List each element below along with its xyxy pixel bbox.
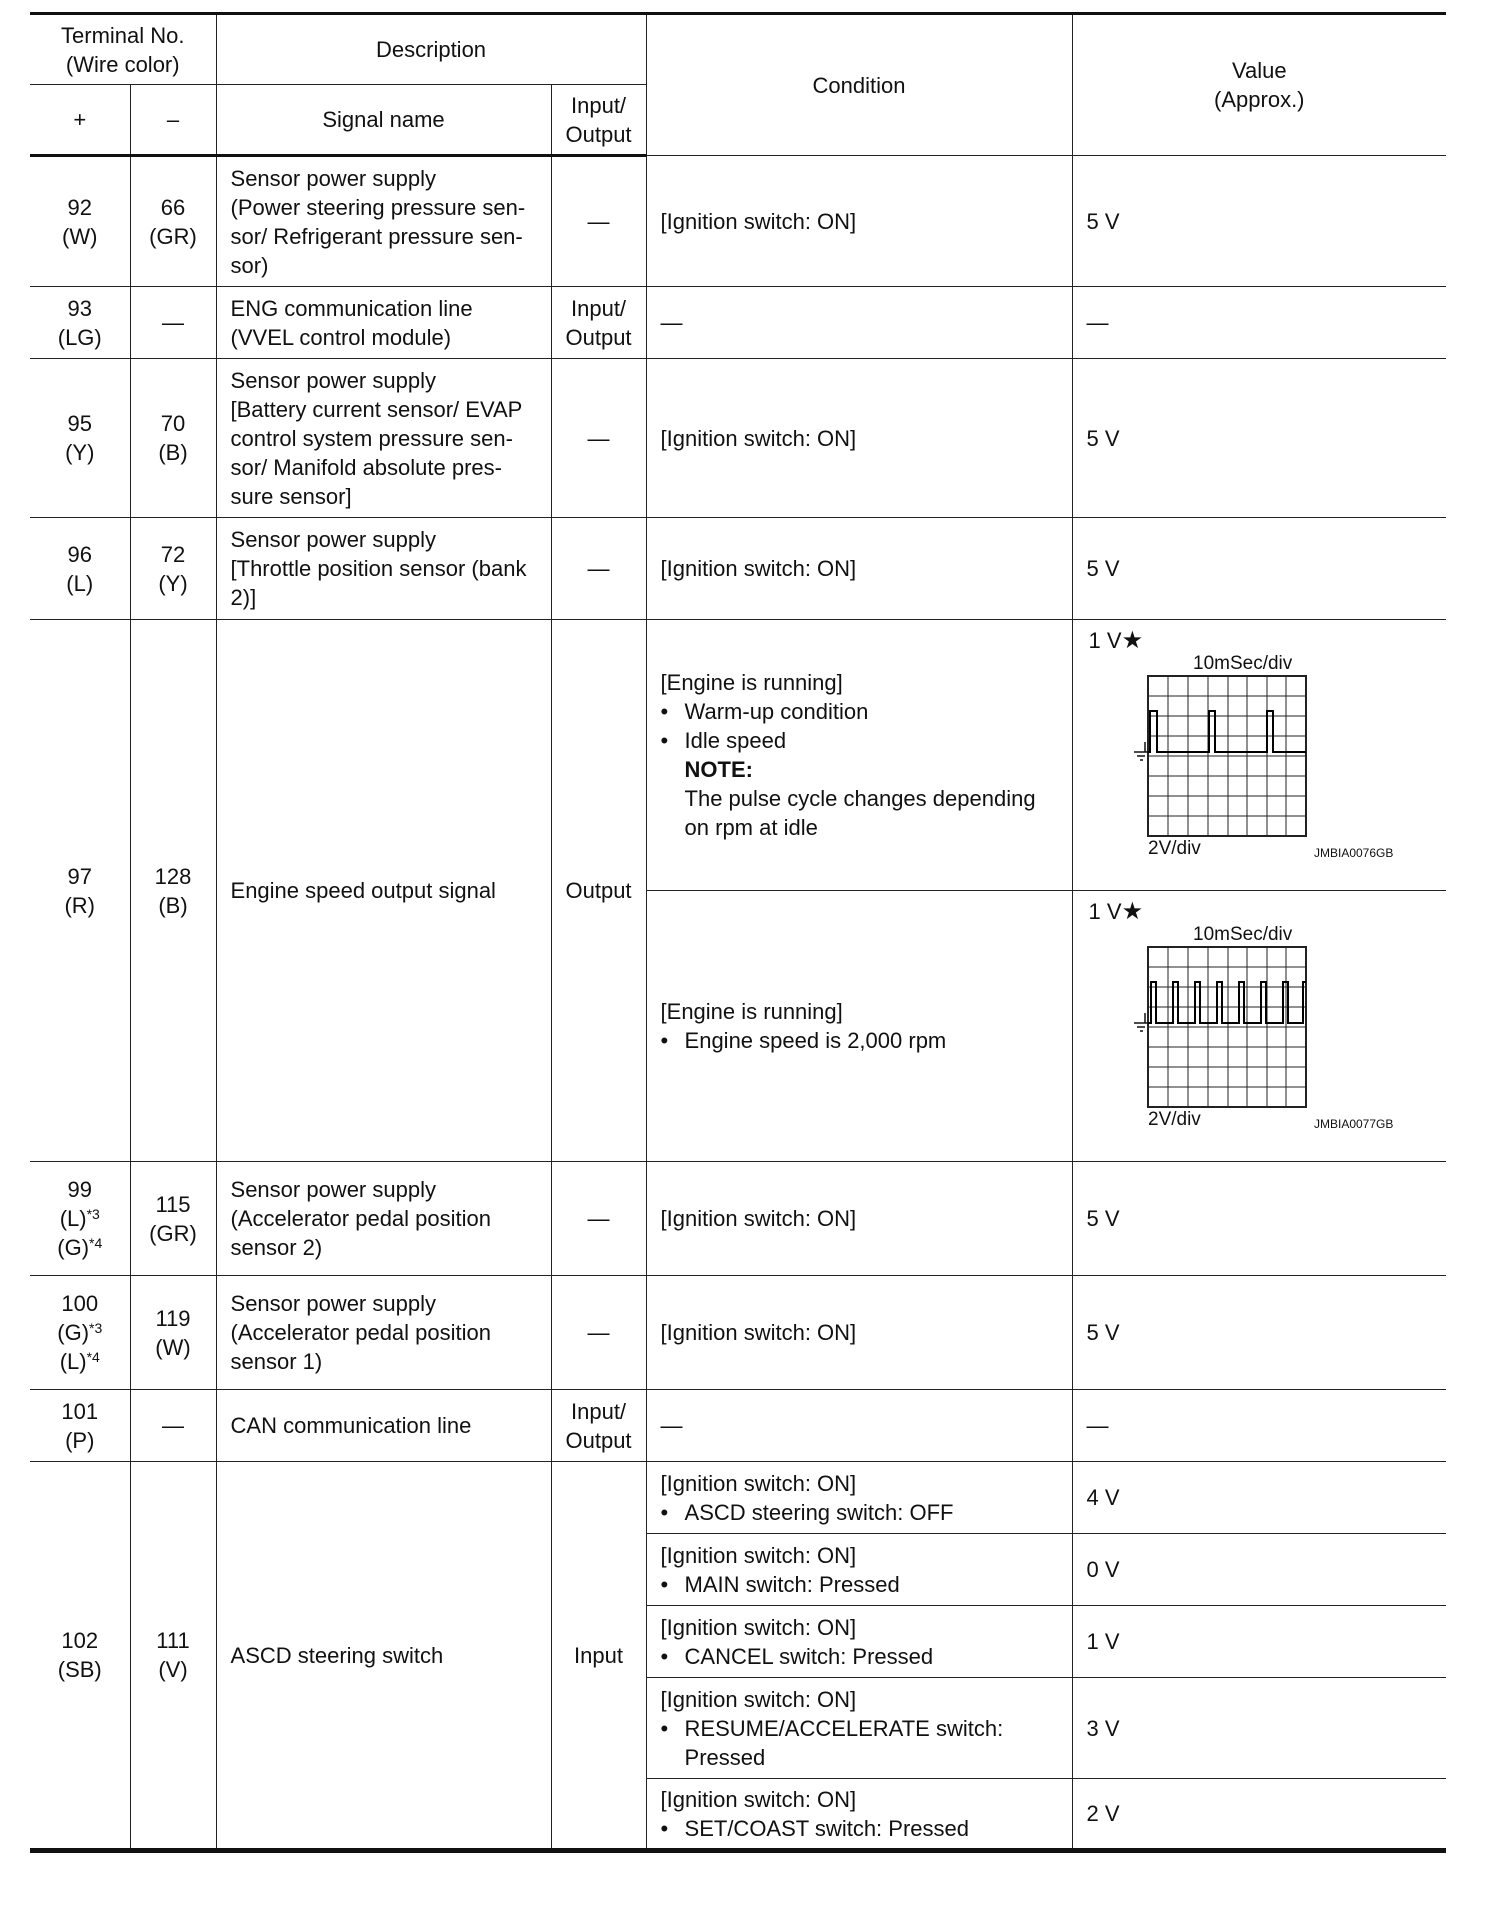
terminal-spec-table	[30, 12, 1446, 1853]
signal-name: Sensor power supply (Power steering pressure sen- sor/ Refrigerant pressure sen- sor)	[216, 156, 551, 287]
timebase-label: 10mSec/div	[1192, 654, 1292, 674]
terminal-plus: 96 (L)	[30, 518, 130, 620]
terminal-plus: 97 (R)	[30, 620, 130, 1162]
oscilloscope-waveform-idle	[1087, 654, 1397, 866]
value: 0 V	[1072, 1534, 1446, 1606]
condition: [Ignition switch: ON]	[646, 359, 1072, 518]
value: 5 V	[1072, 518, 1446, 620]
table-row	[30, 1162, 1446, 1276]
waveform-voltage: 1 V★	[1088, 627, 1144, 654]
input-output: Input	[551, 1462, 646, 1851]
header-value: Value (Approx.)	[1072, 14, 1446, 156]
condition: [Engine is running] • Engine speed is 2,000 rpm	[646, 891, 1072, 1162]
value: 3 V	[1072, 1678, 1446, 1779]
volt-div-label: 2V/div	[1147, 838, 1201, 859]
terminal-plus: 101 (P)	[30, 1390, 130, 1462]
input-output: —	[551, 1276, 646, 1390]
value: —	[1072, 287, 1446, 359]
oscilloscope-waveform-2000rpm	[1087, 925, 1397, 1137]
signal-name: ENG communication line (VVEL control module)	[216, 287, 551, 359]
figure-code: JMBIA0076GB	[1313, 846, 1393, 860]
signal-name: Sensor power supply (Accelerator pedal position sensor 1)	[216, 1276, 551, 1390]
table-row	[30, 1390, 1446, 1462]
input-output: Input/ Output	[551, 1390, 646, 1462]
ground-icon	[1134, 742, 1148, 760]
pulse-trace	[1148, 982, 1306, 1023]
signal-name: Sensor power supply [Battery current sensor/ EVAP control system pressure sen- sor/ Manifold absolute pres- sure sensor]	[216, 359, 551, 518]
terminal-plus: 102 (SB)	[30, 1462, 130, 1851]
terminal-minus: 66 (GR)	[130, 156, 216, 287]
star-icon: ★	[1121, 627, 1144, 654]
header-terminal: Terminal No. (Wire color)	[30, 14, 216, 85]
table-row	[30, 359, 1446, 518]
value: 5 V	[1072, 1162, 1446, 1276]
terminal-minus: 111 (V)	[130, 1462, 216, 1851]
terminal-plus: 100 $(G)^{*3}$ $(L)^{*4}$	[30, 1276, 130, 1390]
star-icon: ★	[1121, 898, 1144, 925]
value: 4 V	[1072, 1462, 1446, 1534]
terminal-minus: —	[130, 1390, 216, 1462]
table-row	[30, 287, 1446, 359]
terminal-plus: 99 $(L)^{*3}$ $(G)^{*4}$	[30, 1162, 130, 1276]
signal-name: Sensor power supply (Accelerator pedal position sensor 2)	[216, 1162, 551, 1276]
note-label: NOTE:	[684, 757, 753, 782]
signal-name: CAN communication line	[216, 1390, 551, 1462]
terminal-minus: —	[130, 287, 216, 359]
header-input-output: Input/ Output	[551, 85, 646, 156]
waveform-box	[1087, 620, 1397, 866]
ground-icon	[1134, 1013, 1148, 1031]
header-condition: Condition	[646, 14, 1072, 156]
volt-div-label: 2V/div	[1147, 1109, 1201, 1130]
condition: [Ignition switch: ON]	[646, 1162, 1072, 1276]
input-output: Output	[551, 620, 646, 1162]
timebase-label: 10mSec/div	[1192, 925, 1292, 945]
condition: —	[646, 287, 1072, 359]
waveform-box	[1087, 891, 1397, 1137]
condition: [Ignition switch: ON]	[646, 518, 1072, 620]
condition: [Ignition switch: ON]	[646, 1276, 1072, 1390]
input-output: —	[551, 1162, 646, 1276]
terminal-plus: 95 (Y)	[30, 359, 130, 518]
header-description: Description	[216, 14, 646, 85]
oscilloscope-grid	[1148, 676, 1306, 836]
table-row	[30, 620, 1446, 891]
input-output: —	[551, 156, 646, 287]
condition: —	[646, 1390, 1072, 1462]
table-row	[30, 156, 1446, 287]
signal-name: Sensor power supply [Throttle position sensor (bank 2)]	[216, 518, 551, 620]
condition: [Ignition switch: ON]	[646, 156, 1072, 287]
input-output: Input/ Output	[551, 287, 646, 359]
signal-name: ASCD steering switch	[216, 1462, 551, 1851]
value-waveform	[1072, 891, 1446, 1162]
terminal-minus: 115 (GR)	[130, 1162, 216, 1276]
pulse-trace	[1148, 711, 1306, 752]
value: 5 V	[1072, 156, 1446, 287]
table-row	[30, 1276, 1446, 1390]
table-row	[30, 518, 1446, 620]
terminal-minus: 72 (Y)	[130, 518, 216, 620]
value: 5 V	[1072, 1276, 1446, 1390]
figure-code: JMBIA0077GB	[1313, 1117, 1393, 1131]
terminal-minus: 119 (W)	[130, 1276, 216, 1390]
condition: [Ignition switch: ON] • ASCD steering switch: OFF	[646, 1462, 1072, 1534]
signal-name: Engine speed output signal	[216, 620, 551, 1162]
terminal-minus: 70 (B)	[130, 359, 216, 518]
input-output: —	[551, 518, 646, 620]
header-minus: –	[130, 85, 216, 156]
table-row	[30, 1462, 1446, 1534]
input-output: —	[551, 359, 646, 518]
terminal-plus: 92 (W)	[30, 156, 130, 287]
header-plus: +	[30, 85, 130, 156]
condition: [Ignition switch: ON] • CANCEL switch: Pressed	[646, 1606, 1072, 1678]
oscilloscope-grid	[1148, 947, 1306, 1107]
value: 5 V	[1072, 359, 1446, 518]
header-signal-name: Signal name	[216, 85, 551, 156]
condition: [Ignition switch: ON] • SET/COAST switch: Pressed	[646, 1779, 1072, 1851]
waveform-voltage: 1 V★	[1088, 898, 1144, 925]
value: —	[1072, 1390, 1446, 1462]
condition: [Engine is running] • Warm-up condition • Idle speed NOTE: The pulse cycle changes depending on rpm at idle	[646, 620, 1072, 891]
terminal-minus: 128 (B)	[130, 620, 216, 1162]
condition: [Ignition switch: ON] • RESUME/ACCELERATE switch: Pressed	[646, 1678, 1072, 1779]
value-waveform	[1072, 620, 1446, 891]
value: 2 V	[1072, 1779, 1446, 1851]
condition: [Ignition switch: ON] • MAIN switch: Pressed	[646, 1534, 1072, 1606]
value: 1 V	[1072, 1606, 1446, 1678]
terminal-plus: 93 (LG)	[30, 287, 130, 359]
